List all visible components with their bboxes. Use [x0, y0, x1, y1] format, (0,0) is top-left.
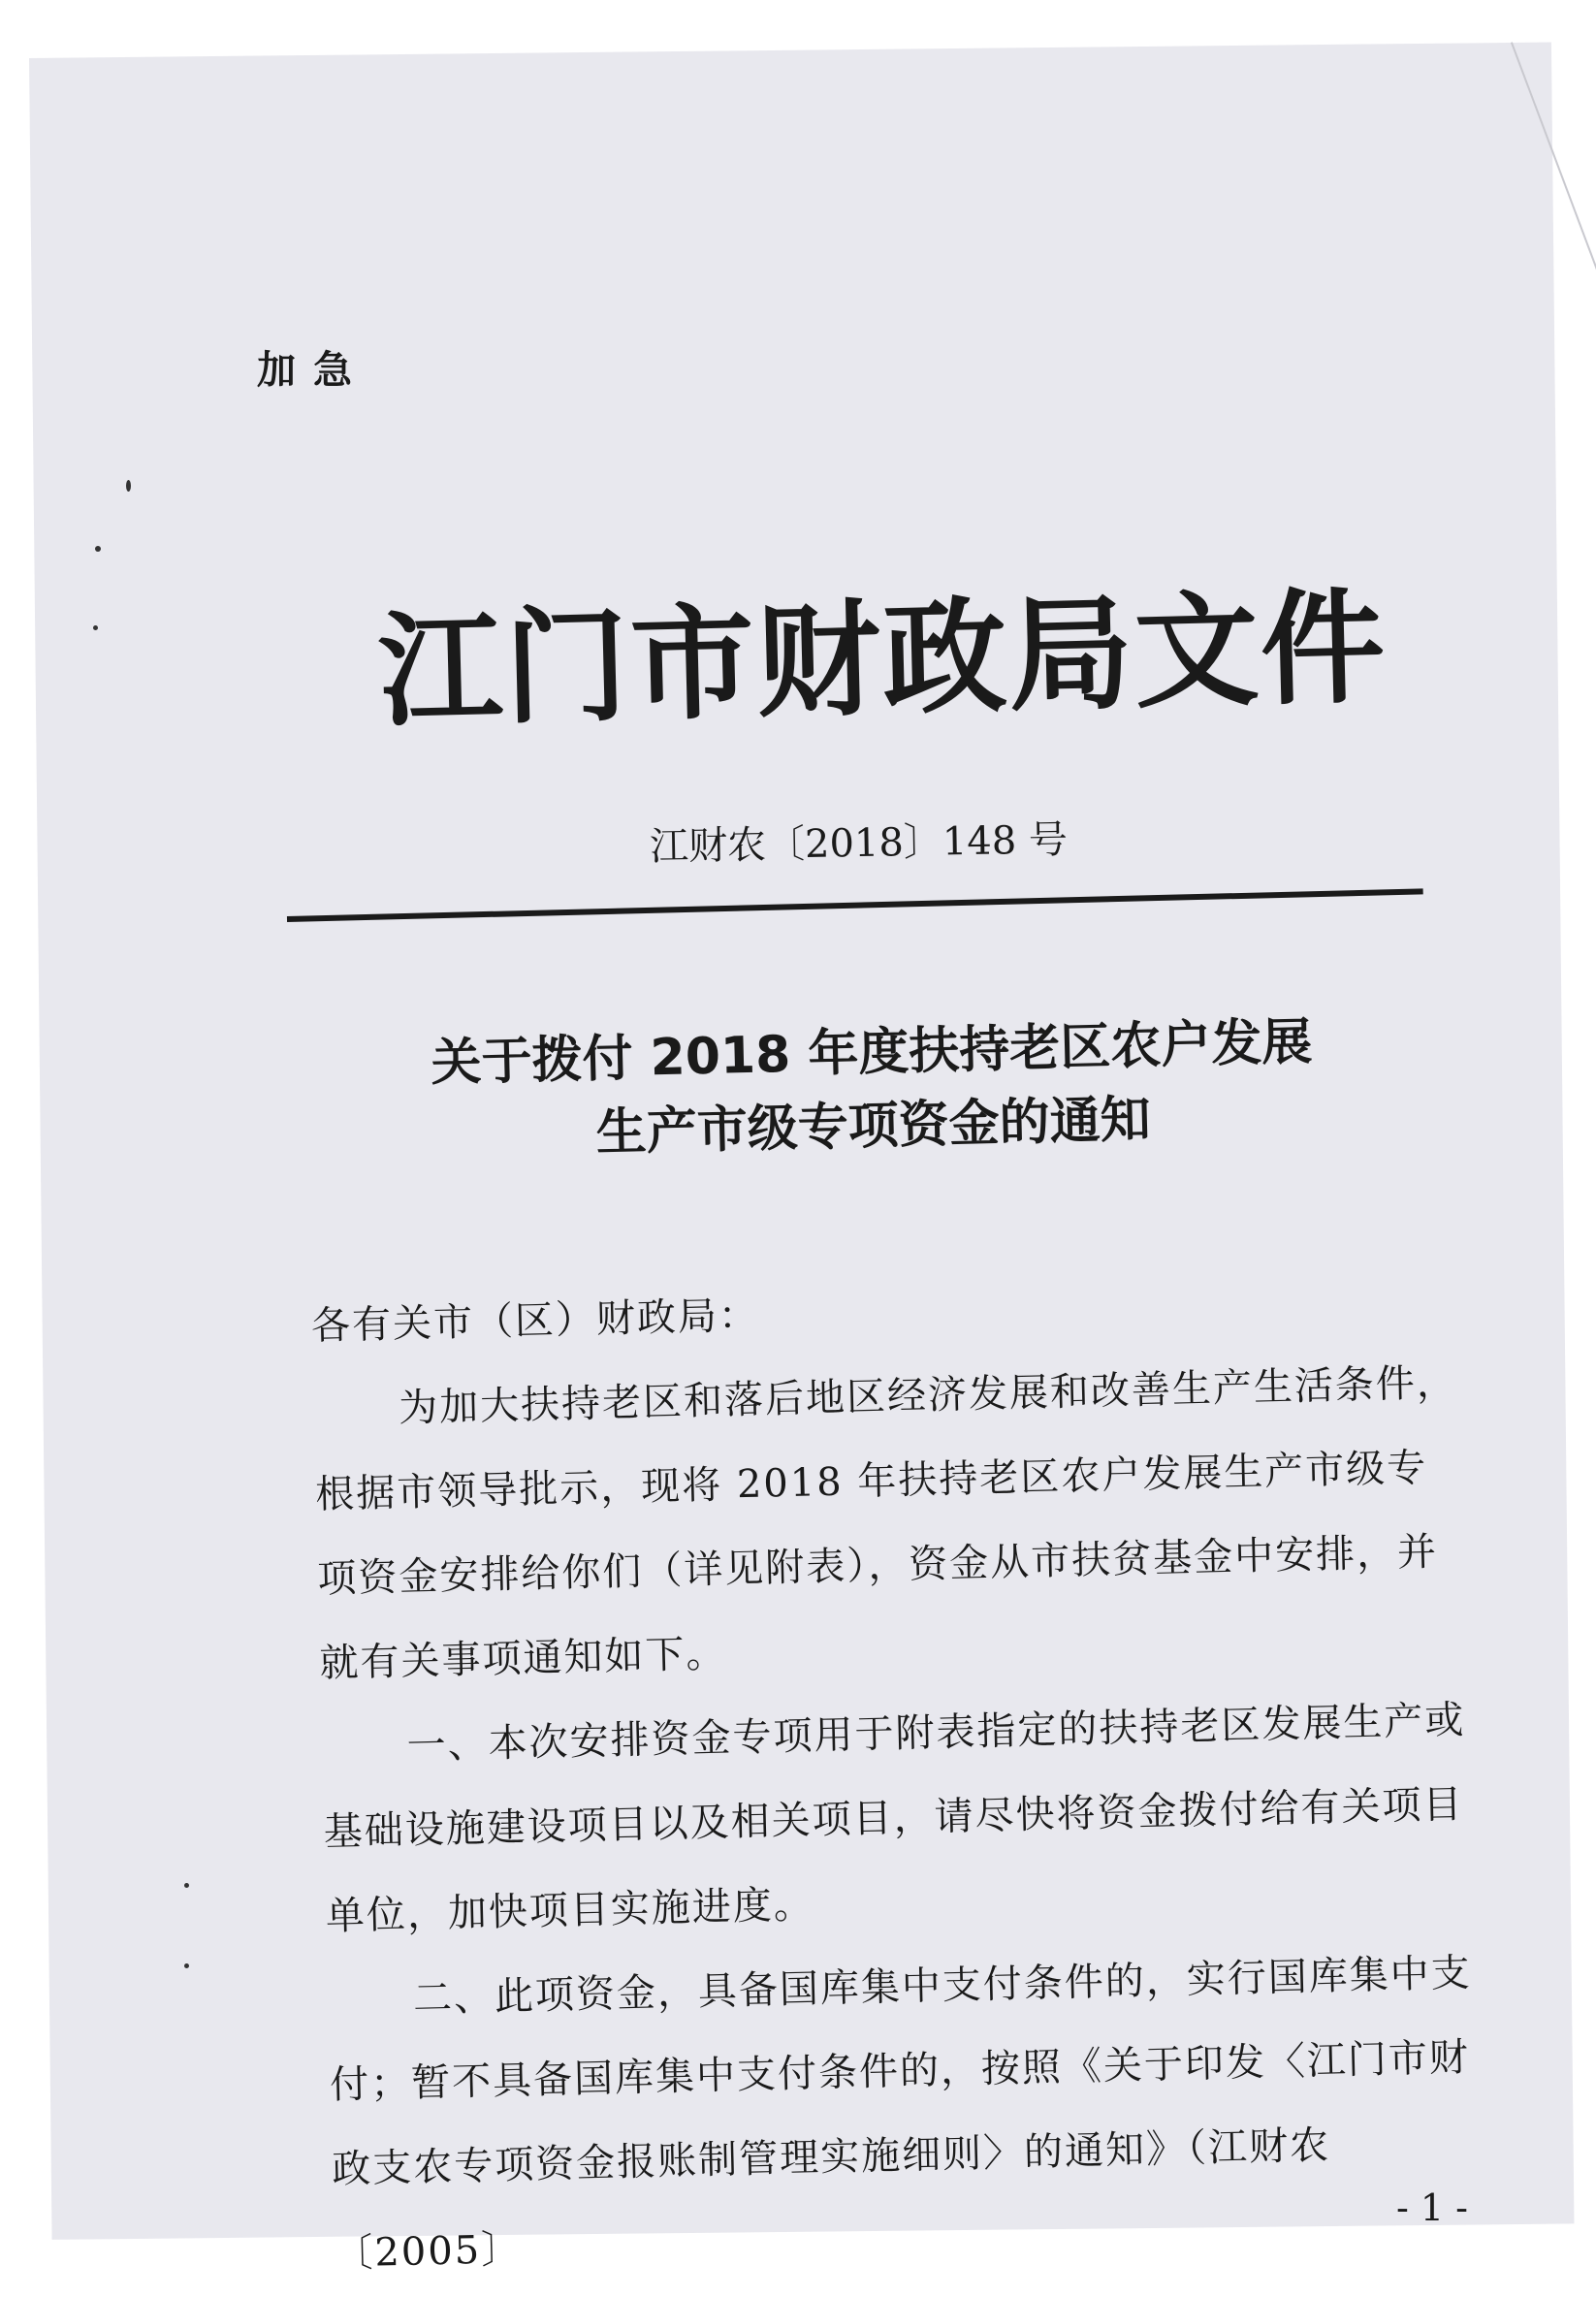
paragraph-item-1: 一、本次安排资金专项用于附表指定的扶持老区发展生产或基础设施建设项目以及相关项目，请尽快将资金拨付给有关项目单位，加快项目实施进度。 [323, 1698, 1466, 1939]
document-body [310, 1257, 1479, 2297]
document-number: 江财农〔2018〕148 号 [649, 817, 1069, 870]
title-line-2: 生产市级专项资金的通知 [595, 1090, 1152, 1163]
document-title [386, 1005, 1358, 1175]
scan-speck [126, 480, 131, 492]
page-number: - 1 - [1396, 2186, 1469, 2229]
scan-speck [93, 625, 98, 630]
salutation: 各有关市（区）财政局： [310, 1292, 760, 1349]
scan-speck [184, 1963, 189, 1968]
scan-speck [95, 546, 101, 552]
paper-edge [1511, 42, 1596, 315]
issuer-header: 江门市财政局文件 [376, 575, 1389, 745]
paragraph-intro: 为加大扶持老区和落后地区经济发展和改善生产生活条件，根据市领导批示，现将 2018 年扶持老区农户发展生产市级专项资金安排给你们（详见附表），资金从市扶贫基金中安排，并就有关事项通知如下。 [314, 1360, 1458, 1686]
title-line-1: 关于拨付 2018 年度扶持老区农户发展 [430, 1012, 1313, 1093]
scan-speck [184, 1883, 189, 1888]
paragraph-item-2: 二、此项资金，具备国库集中支付条件的，实行国库集中支付；暂不具备国库集中支付条件的，按照《关于印发〈江门市财政支农专项资金报账制管理实施细则〉的通知》（江财农〔2005〕 [329, 1950, 1473, 2277]
urgency-label: 加急 [257, 348, 369, 393]
